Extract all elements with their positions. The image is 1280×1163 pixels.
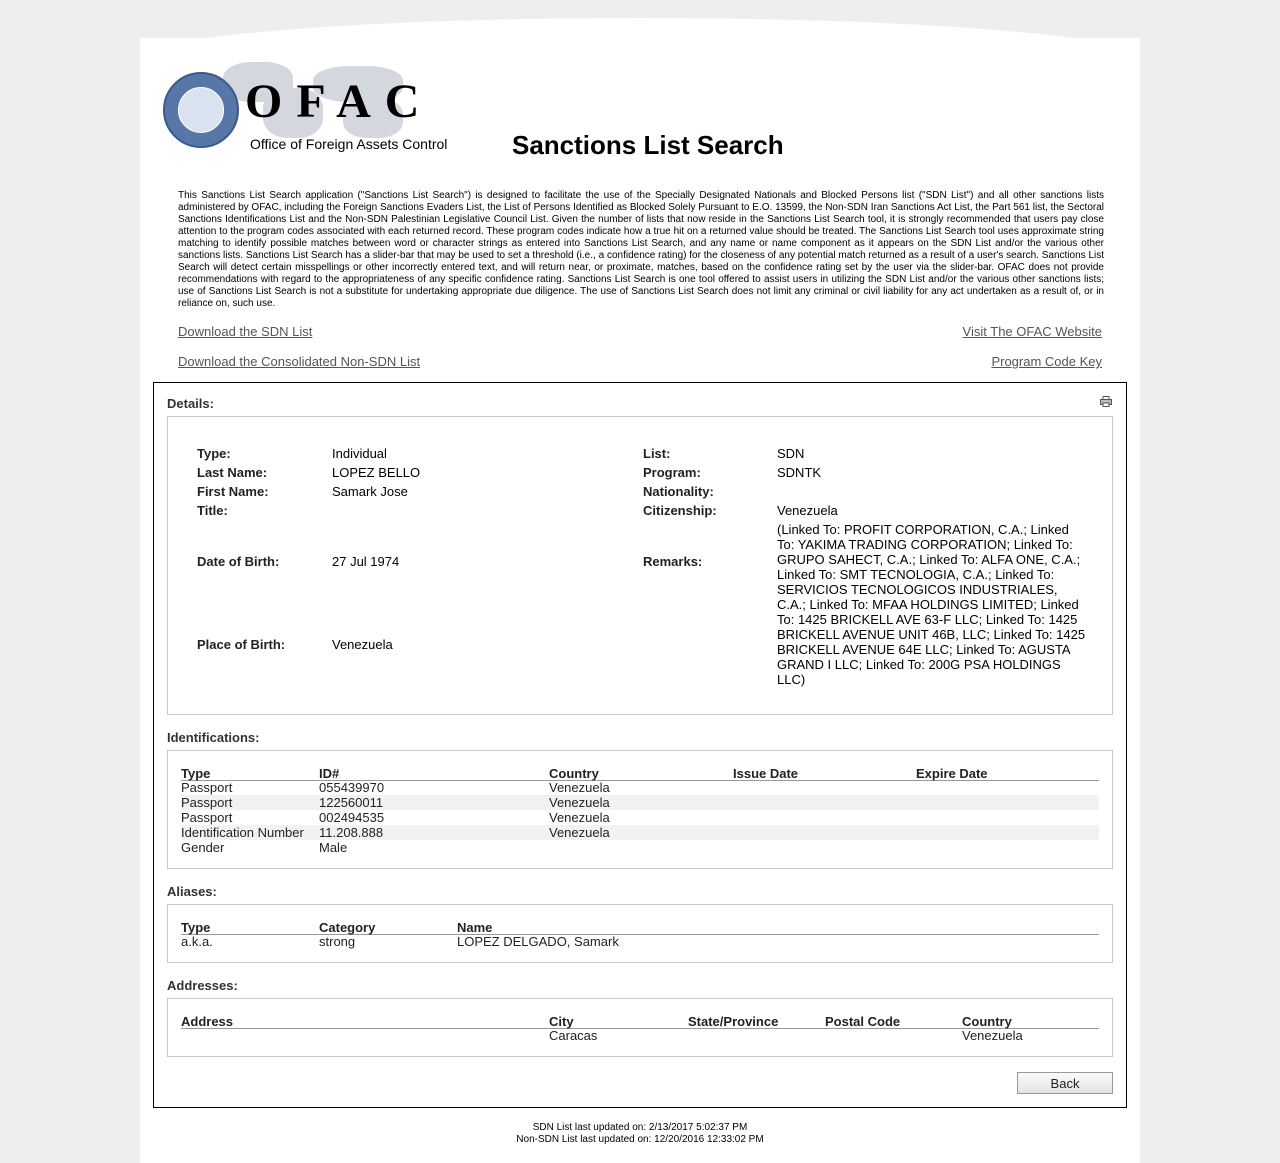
title-label: Title: [197,503,228,518]
ofac-logo-subtitle: Office of Foreign Assets Control [250,136,448,152]
table-header [181,918,1099,935]
first-name-label: First Name: [197,484,269,499]
list-value: SDN [777,446,805,461]
table-cell: Venezuela [549,825,610,840]
last-name-label: Last Name: [197,465,268,480]
aliases-label: Aliases: [167,884,217,899]
column-header: Expire Date [916,766,988,781]
citizenship-value: Venezuela [777,503,838,518]
footer [440,1122,840,1146]
addresses-table [181,1012,1099,1047]
table-row [181,1028,1099,1043]
column-header: Type [181,920,211,935]
table-cell: 002494535 [319,810,385,825]
table-cell: Venezuela [549,780,610,795]
treasury-seal-icon [163,72,239,148]
sdn-updated-text: SDN List last updated on: 2/13/2017 5:02:37 PM [532,1122,748,1133]
identifications-label: Identifications: [167,730,260,745]
column-header: Country [549,766,599,781]
table-cell: 055439970 [319,780,385,795]
type-value: Individual [332,446,387,461]
ofac-logo [163,58,463,158]
intro-text: This Sanctions List Search application ("Sanctions List Search") is designed to facilitate the use of the Specially Designated Nationals and Blocked Persons list ("SDN List") and all other sanctions lists administered by OFAC, including the Foreign Sanctions Evaders List, the List of Persons Identified as Blocked Solely Pursuant to E.O. 13599, the Non-SDN Iran Sanctions Act List, the Part 561 list, the Sectoral Sanctions Identifications List and the Non-SDN Palestinian Legislative Council List. Given the number of lists that now reside in the Sanctions List Search tool, it is strongly recommended that users pay close attention to the program codes associated with each returned record. These program codes indicate how a true hit on a returned value should be treated. The Sanctions List Search tool uses approximate string matching to identify possible matches between word or character strings as entered into Sanctions List Search, and any name or name component as it appears on the SDN List and/or the various other sanctions lists. Sanctions List Search has a slider-bar that may be used to set a threshold (i.e., a confidence rating) for the closeness of any potential match returned as a result of a user's search. Sanctions List Search will detect certain misspellings or other incorrectly entered text, and will return near, or proximate, matches, based on the confidence rating set by the user via the slider-bar. OFAC does not provide recommendations with regard to the appropriateness of any specific confidence rating. Sanctions List Search is one tool offered to assist users in utilizing the SDN List and/or the various other sanctions lists; use of Sanctions List Search is not a substitute for undertaking appropriate due diligence. The use of Sanctions List Search does not limit any criminal or civil liability for any act undertaken as a result of, or in reliance on, such use. [178,190,1104,309]
program-code-key-link[interactable]: Program Code Key [991,354,1102,369]
table-row [181,934,1099,949]
aliases-table [181,918,1099,953]
remarks-value: (Linked To: PROFIT CORPORATION, C.A.; Linked To: YAKIMA TRADING CORPORATION; Linked To: GRUPO SAHECT, C.A.; Linked To: ALFA ONE, C.A.; Linked To: SMT TECNOLOGIA, C.A.; Linked To: SERVICIOS TECNOLOGICOS INDUSTRIALES, C.A.; Linked To: MFAA HOLDINGS LIMITED; Linked To: 1425 BRICKELL AVE 63-F LLC; Linked To: 1425 BRICKELL AVENUE UNIT 46B, LLC; Linked To: 1425 BRICKELL AVENUE 64E LLC; Linked To: AGUSTA GRAND I LLC; Linked To: 200G PSA HOLDINGS LLC) [777,522,1086,687]
citizenship-label: Citizenship: [643,503,717,518]
column-header: Name [457,920,493,935]
dob-label: Date of Birth: [197,554,280,569]
column-header: City [549,1014,574,1029]
table-row [181,780,1099,795]
download-sdn-link[interactable]: Download the SDN List [178,324,313,339]
program-value: SDNTK [777,465,822,480]
table-cell: Male [319,840,348,855]
page-title: Sanctions List Search [512,130,784,160]
table-cell: Passport [181,795,233,810]
table-cell: Venezuela [549,810,610,825]
non-sdn-updated-text: Non-SDN List last updated on: 12/20/2016 12:33:02 PM [516,1134,764,1145]
table-cell: Passport [181,780,233,795]
table-cell: 122560011 [319,795,384,810]
table-row [181,795,1099,810]
table-cell: Identification Number [181,825,304,840]
dob-value: 27 Jul 1974 [332,554,400,569]
addresses-label: Addresses: [167,978,238,993]
last-name-value: LOPEZ BELLO [332,465,421,480]
table-header [181,764,1099,781]
column-header: Address [181,1014,234,1029]
column-header: Country [962,1014,1012,1029]
table-cell: a.k.a. [181,934,213,949]
table-cell: Caracas [549,1028,598,1043]
table-row [181,840,1099,855]
nationality-label: Nationality: [643,484,714,499]
first-name-value: Samark Jose [332,484,408,499]
print-icon[interactable] [1100,396,1112,407]
column-header: State/Province [688,1014,779,1029]
table-header [181,1012,1099,1029]
download-non-sdn-link[interactable]: Download the Consolidated Non-SDN List [178,354,421,369]
remarks-label: Remarks: [643,554,703,569]
column-header: Issue Date [733,766,799,781]
table-cell: Venezuela [549,795,610,810]
table-cell: Passport [181,810,233,825]
column-header: ID# [319,766,340,781]
pob-label: Place of Birth: [197,637,286,652]
list-label: List: [643,446,671,461]
column-header: Postal Code [825,1014,901,1029]
visit-ofac-link[interactable]: Visit The OFAC Website [962,324,1102,339]
details-label: Details: [167,396,214,411]
back-button[interactable]: Back [1017,1072,1113,1094]
table-cell: LOPEZ DELGADO, Samark [457,934,619,949]
column-header: Category [319,920,376,935]
table-cell: Venezuela [962,1028,1023,1043]
table-row [181,825,1099,840]
column-header: Type [181,766,211,781]
table-cell: 11.208.888 [319,825,384,840]
table-row [181,810,1099,825]
table-cell: Gender [181,840,225,855]
type-label: Type: [197,446,231,461]
ofac-logo-text: OFAC [245,75,434,128]
pob-value: Venezuela [332,637,393,652]
identifications-table [181,764,1099,859]
table-cell: strong [319,934,356,949]
program-label: Program: [643,465,701,480]
